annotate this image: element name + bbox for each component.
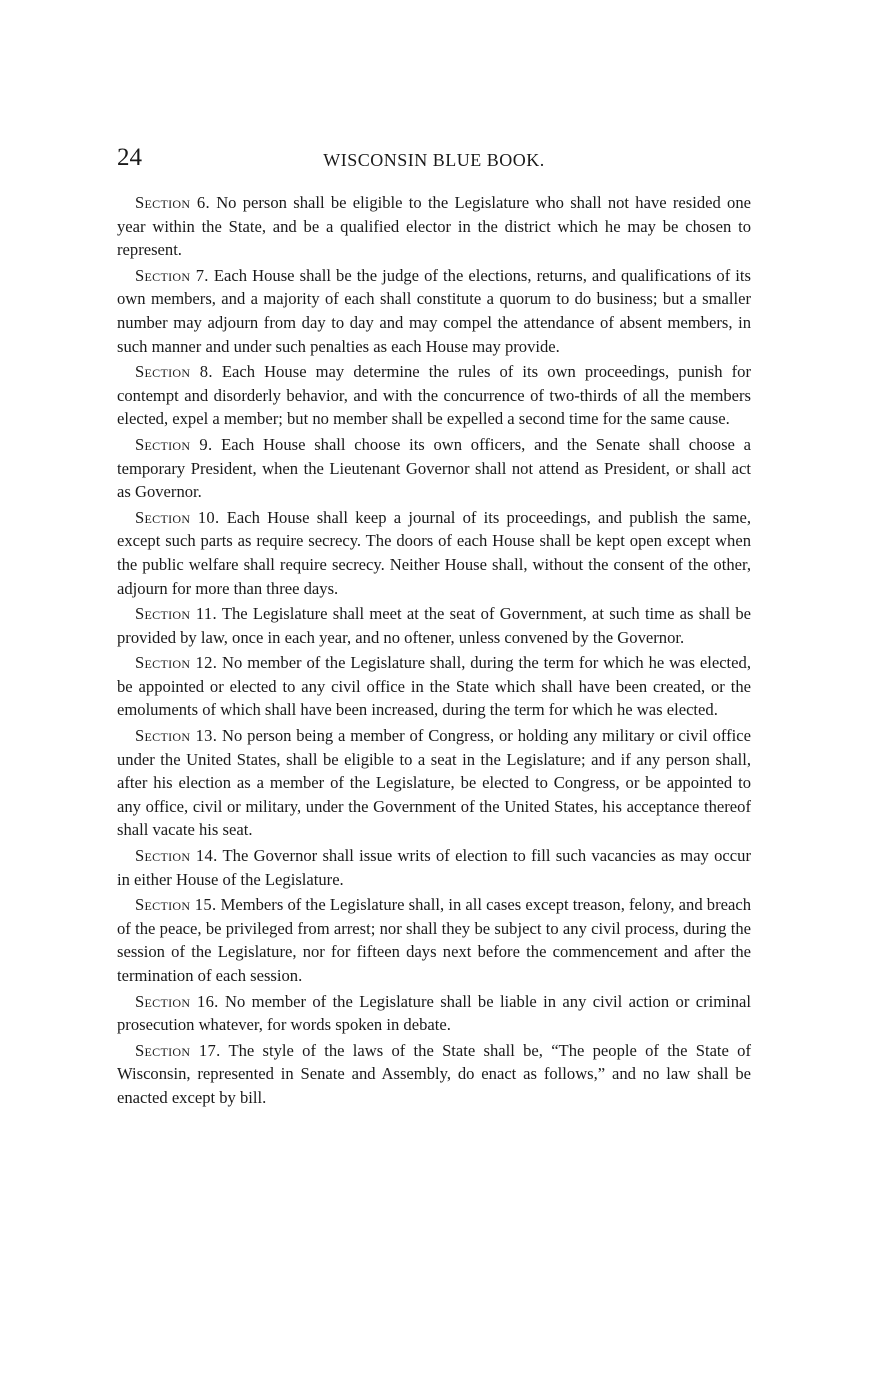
section-text: Each House shall choose its own officers, and the Senate shall choose a temporary President, when the Lieutenant Governor shall not attend as President, or shall act as Governor. <box>117 434 751 502</box>
section-6 <box>117 191 751 262</box>
section-label: Section 6. <box>135 193 210 212</box>
section-11 <box>117 602 751 649</box>
section-10 <box>117 506 751 600</box>
body-text <box>117 191 751 1112</box>
section-7 <box>117 264 751 358</box>
running-head <box>117 143 751 173</box>
section-label: Section 16. <box>135 991 219 1011</box>
section-13 <box>117 724 751 842</box>
section-text: No person shall be eligible to the Legislature who shall not have resided one year within the State, and be a qualified elector in the district which he may be chosen to represent. <box>117 193 751 260</box>
section-label: Section 15. <box>135 895 217 915</box>
section-text: No member of the Legislature shall be liable in any civil action or criminal prosecution whatever, for words spoken in debate. <box>117 991 751 1035</box>
section-label: Section 11. <box>135 604 217 624</box>
section-label: Section 17. <box>135 1040 221 1060</box>
section-label: Section 10. <box>135 507 220 527</box>
section-14 <box>117 844 751 891</box>
section-text: Each House shall keep a journal of its proceedings, and publish the same, except such parts as require secrecy. The doors of each House shall be kept open except when the public welfare shall require secrecy. Neither House shall, without the consent of the other, adjourn for more than three days. <box>117 507 751 598</box>
section-17 <box>117 1039 751 1110</box>
section-16 <box>117 990 751 1037</box>
section-8 <box>117 360 751 431</box>
section-label: Section 8. <box>135 362 213 382</box>
section-text: The Legislature shall meet at the seat of Government, at such time as shall be provided by law, once in each year, and no oftener, unless convened by the Governor. <box>117 604 752 647</box>
page-number: 24 <box>117 144 142 171</box>
section-9 <box>117 433 751 504</box>
section-text: Members of the Legislature shall, in all cases except treason, felony, and breach of the peace, be privileged from arrest; nor shall they be subject to any civil process, during the session of the Legislature, nor for fifteen days next before the commencement and after the termination of each session. <box>117 895 751 985</box>
section-text: The style of the laws of the State shall be, “The people of the State of Wisconsin, represented in Senate and Assembly, do enact as follows,” and no law shall be enacted except by bill. <box>117 1040 751 1107</box>
section-label: Section 12. <box>135 653 218 673</box>
section-label: Section 14. <box>135 846 218 866</box>
section-text: Each House shall be the judge of the elections, returns, and qualifications of its own members, and a majority of each shall constitute a quorum to do business; but a smaller number may adjourn from day to day and may compel the attendance of absent members, in such manner and under such penalties as each House may provide. <box>117 265 751 356</box>
section-12 <box>117 651 751 722</box>
section-text: Each House may determine the rules of its own proceedings, punish for contempt and disorderly behavior, and with the concurrence of two-thirds of all the members elected, expel a member; but no member shall be expelled a second time for the same cause. <box>117 362 752 429</box>
running-title: WISCONSIN BLUE BOOK. <box>323 150 545 170</box>
section-text: No member of the Legislature shall, during the term for which he was elected, be appointed or elected to any civil office in the State which shall have been created, or the emoluments of which shall have been increased, during the term for which he was elected. <box>117 653 751 720</box>
section-label: Section 7. <box>135 265 209 285</box>
section-label: Section 13. <box>135 726 218 746</box>
section-15 <box>117 893 751 987</box>
section-text: The Governor shall issue writs of election to fill such vacancies as may occur in either House of the Legislature. <box>117 846 751 889</box>
section-label: Section 9. <box>135 434 213 454</box>
section-text: No person being a member of Congress, or holding any military or civil office under the United States, shall be eligible to a seat in the Legislature; and if any person shall, after his election as a member of the Legislature, be elected to Congress, or be appointed to any office, civil or military, under the Government of the United States, his acceptance thereof shall vacate his seat. <box>117 726 751 840</box>
